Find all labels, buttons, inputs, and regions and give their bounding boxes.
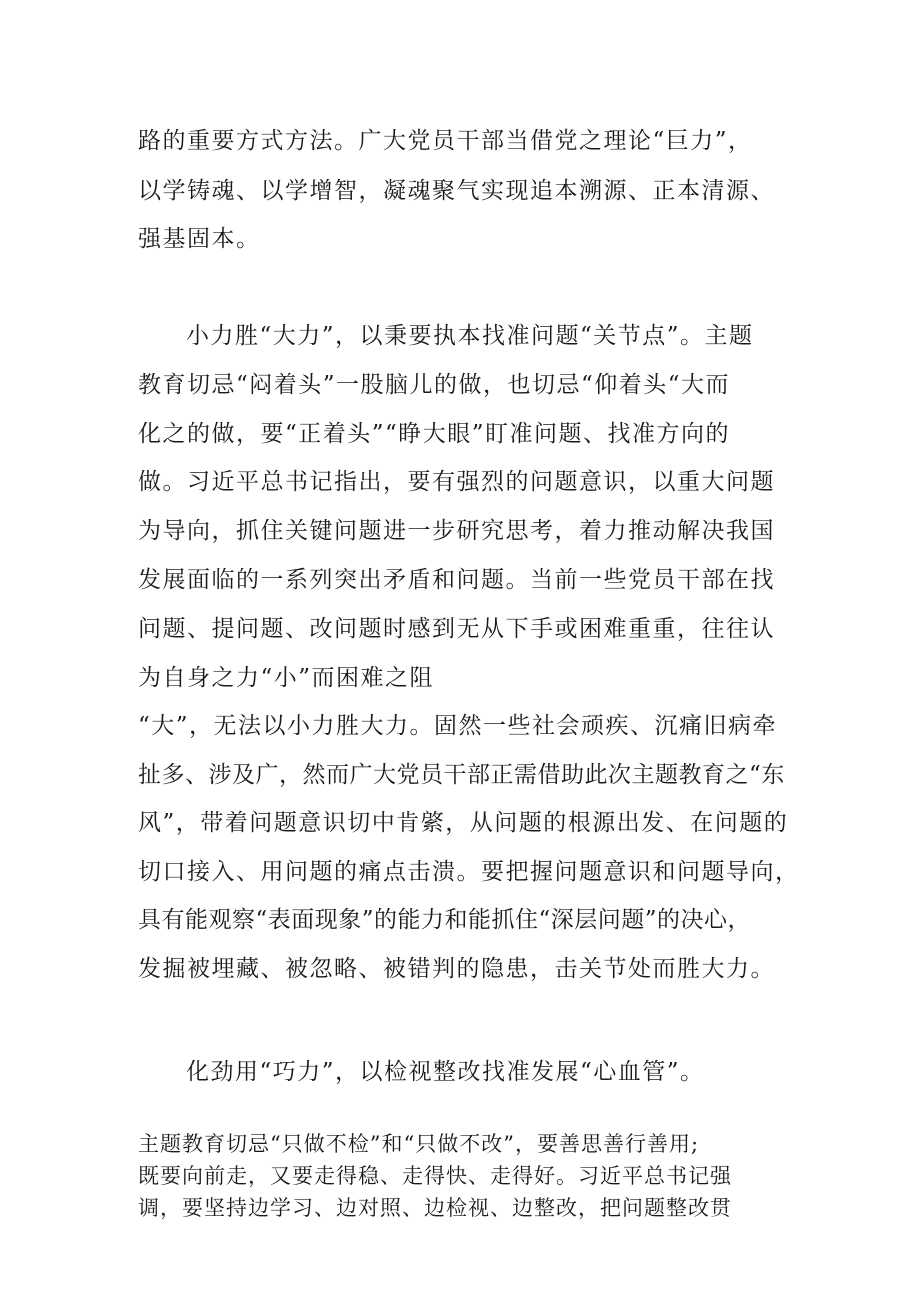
text-line: 调，要坚持边学习、边对照、边检视、边整改，把问题整改贯	[138, 1196, 732, 1220]
text-line: 小力胜“大力”，以秉要执本找准问题“关节点”。主题	[186, 323, 754, 349]
text-line: 切口接入、用问题的痛点击溃。要把握问题意识和问题导向，	[138, 859, 800, 885]
text-line: 化之的做，要“正着头”“睁大眼”盯准问题、找准方向的	[138, 421, 731, 447]
text-line: 教育切忌“闷着头”一股脑儿的做，也切忌“仰着头“大而	[138, 372, 731, 398]
text-line: 以学铸魂、以学增智，凝魂聚气实现追本溯源、正本清源、	[138, 178, 775, 204]
text-line: 发掘被埋藏、被忽略、被错判的隐患，击关节处而胜大力。	[138, 956, 775, 982]
text-line: 问题、提问题、改问题时感到无从下手或困难重重，往往认	[138, 616, 775, 642]
text-line: 化劲用“巧力”，以检视整改找准发展“心血管”。	[186, 1059, 705, 1085]
text-line: 做。习近平总书记指出，要有强烈的问题意识，以重大问题	[138, 469, 775, 495]
text-line: 强基固本。	[138, 226, 261, 252]
text-line: 具有能观察“表面现象”的能力和能抓住“深层问题”的决心，	[138, 907, 752, 933]
text-line: 主题教育切忌“只做不检”和“只做不改”，要善思善行善用;	[138, 1132, 700, 1156]
text-line: 为自身之力“小”而困难之阻	[138, 665, 435, 691]
text-line: 风”，带着问题意识切中肯綮，从问题的根源出发、在问题的	[138, 810, 789, 836]
text-line: 既要向前走，又要走得稳、走得快、走得好。习近平总书记强	[138, 1164, 732, 1188]
text-line: 扯多、涉及广，然而广大党员干部正需借助此次主题教育之“东	[138, 762, 785, 788]
text-line: 路的重要方式方法。广大党员干部当借党之理论“巨力”，	[138, 128, 753, 154]
text-line: 为导向，抓住关键问题进一步研究思考，着力推动解决我国	[138, 518, 775, 544]
text-line: 发展面临的一系列突出矛盾和问题。当前一些党员干部在找	[138, 567, 775, 593]
text-line: “大”，无法以小力胜大力。固然一些社会顽疾、沉痛旧病牵	[138, 713, 778, 739]
